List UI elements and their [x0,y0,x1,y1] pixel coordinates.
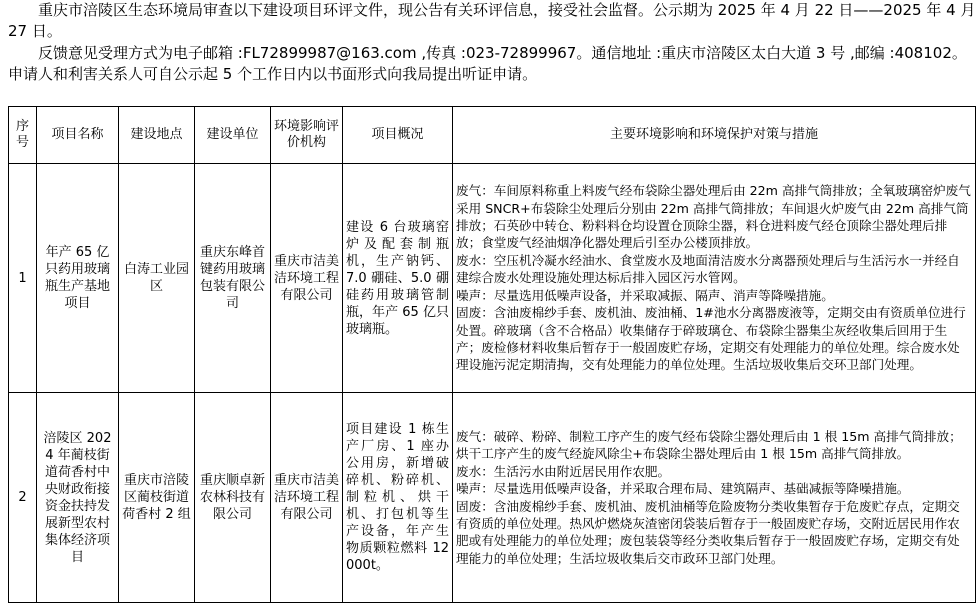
cell-eia-agency: 重庆市洁美洁环境工程有限公司 [271,393,343,603]
header-project-name: 项目名称 [37,107,119,164]
header-eia-agency: 环境影响评价机构 [271,107,343,164]
cell-location: 重庆市涪陵区蔺枝街道荷香村 2 组 [119,393,195,603]
cell-overview: 建设 6 台玻璃窑炉及配套制瓶机，生产钠钙、7.0 硼硅、5.0 硼硅药用玻璃管制瓶，年产 65 亿只玻璃瓶。 [343,164,453,393]
cell-project-name: 涪陵区 2024 年蔺枝街道荷香村中央财政衔接资金扶持发展新型农村集体经济项目 [37,393,119,603]
table-row [9,164,976,393]
header-overview: 项目概况 [343,107,453,164]
measure-water: 废水：生活污水由附近居民用作农肥。 [456,463,671,479]
cell-overview: 项目建设 1 栋生产厂房、1 座办公用房，新增破碎机、粉碎机、制粒机、烘干机、打包机等生产设备，年产生物质颗粒燃料 12000t。 [343,393,453,603]
cell-project-name: 年产 65 亿只药用玻璃瓶生产基地项目 [37,164,119,393]
cell-measures [453,393,976,603]
table-row [9,393,976,603]
cell-location: 白涛工业园区 [119,164,195,393]
cell-construction-unit: 重庆东峰首键药用玻璃包装有限公司 [195,164,271,393]
announcement-paragraph-feedback: 反馈意见受理方式为电子邮箱 :FL72899987@163.com ,传真 :023-72899967。通信地址 :重庆市涪陵区太白大道 3 号 ,邮编 :408102。申请人和利害关系人可自公示起 5 个工作日内以书面形式向我局提出听证申请。 [8,44,967,83]
cell-construction-unit: 重庆顺卓新农林科技有限公司 [195,393,271,603]
cell-serial: 2 [9,393,37,603]
cell-eia-agency: 重庆市洁美洁环境工程有限公司 [271,164,343,393]
measure-water: 废水：空压机冷凝水经油水、食堂废水及地面清洁废水分离器预处理后与生活污水一并经自建综合废水处理设施处理达标后排入园区污水管网。 [456,252,960,286]
project-table [8,106,976,603]
measure-solid-waste: 固废：含油废棉纱手套、废机油、废机油桶等危险废物分类收集暂存于危废贮存点，定期交有资质的单位处理。热风炉燃烧灰渣密闭袋装后暂存于一般固废贮存场，交附近居民用作农肥或有处理能力的单位处理；废包装袋等经分类收集后暂存于一般固废贮存场，定期交有处理能力的单位处理；生活垃圾收集后交市政环卫部门处理。 [456,498,960,566]
table-header-row [9,107,976,164]
header-measures: 主要环境影响和环境保护对策与措施 [453,107,976,164]
header-construction-unit: 建设单位 [195,107,271,164]
announcement-paragraph-period: 重庆市涪陵区生态环境局审查以下建设项目环评文件，现公告有关环评信息，接受社会监督。公示期为 2025 年 4 月 22 日——2025 年 4 月 27 日。 [8,1,976,40]
cell-measures [453,164,976,393]
measure-noise: 噪声：尽量选用低噪声设备，并采取合理布局、建筑隔声、基础减振等降噪措施。 [456,481,910,497]
measure-air: 废气：车间原料称重上料废气经布袋除尘器处理后由 22m 高排气筒排放；全氧玻璃窑炉废气采用 SNCR+布袋除尘处理后分别由 22m 高排气筒排放；车间退火炉废气由 22m 高排气筒排放；石英砂中转仓、粉料料仓均设置仓顶除尘器，料仓进料废气经仓顶除尘器处理后排放；食堂废气经油烟净化器处理后引至办公楼顶排放。 [456,183,971,251]
measure-solid-waste: 固废：含油废棉纱手套、废机油、废油桶、1#池水分离器废液等，定期交由有资质单位进行处置。碎玻璃（含不合格品）收集储存于碎玻璃仓、布袋除尘器集尘灰经收集后回用于生产；废检修材料收集后暂存于一般固废贮存场，定期交有处理能力的单位处理。综合废水处理设施污泥定期清掏，交有处理能力的单位处理。生活垃圾收集后交环卫部门处理。 [456,305,966,373]
measure-air: 废气：破碎、粉碎、制粒工序产生的废气经布袋除尘器处理后由 1 根 15m 高排气筒排放；烘干工序产生的废气经旋风除尘+布袋除尘器处理后由 1 根 15m 高排气筒排放。 [456,428,962,462]
cell-serial: 1 [9,164,37,393]
announcement-intro [8,0,976,85]
measure-noise: 噪声：尽量选用低噪声设备，并采取减振、隔声、消声等降噪措施。 [456,287,834,303]
header-location: 建设地点 [119,107,195,164]
header-serial: 序号 [9,107,37,164]
